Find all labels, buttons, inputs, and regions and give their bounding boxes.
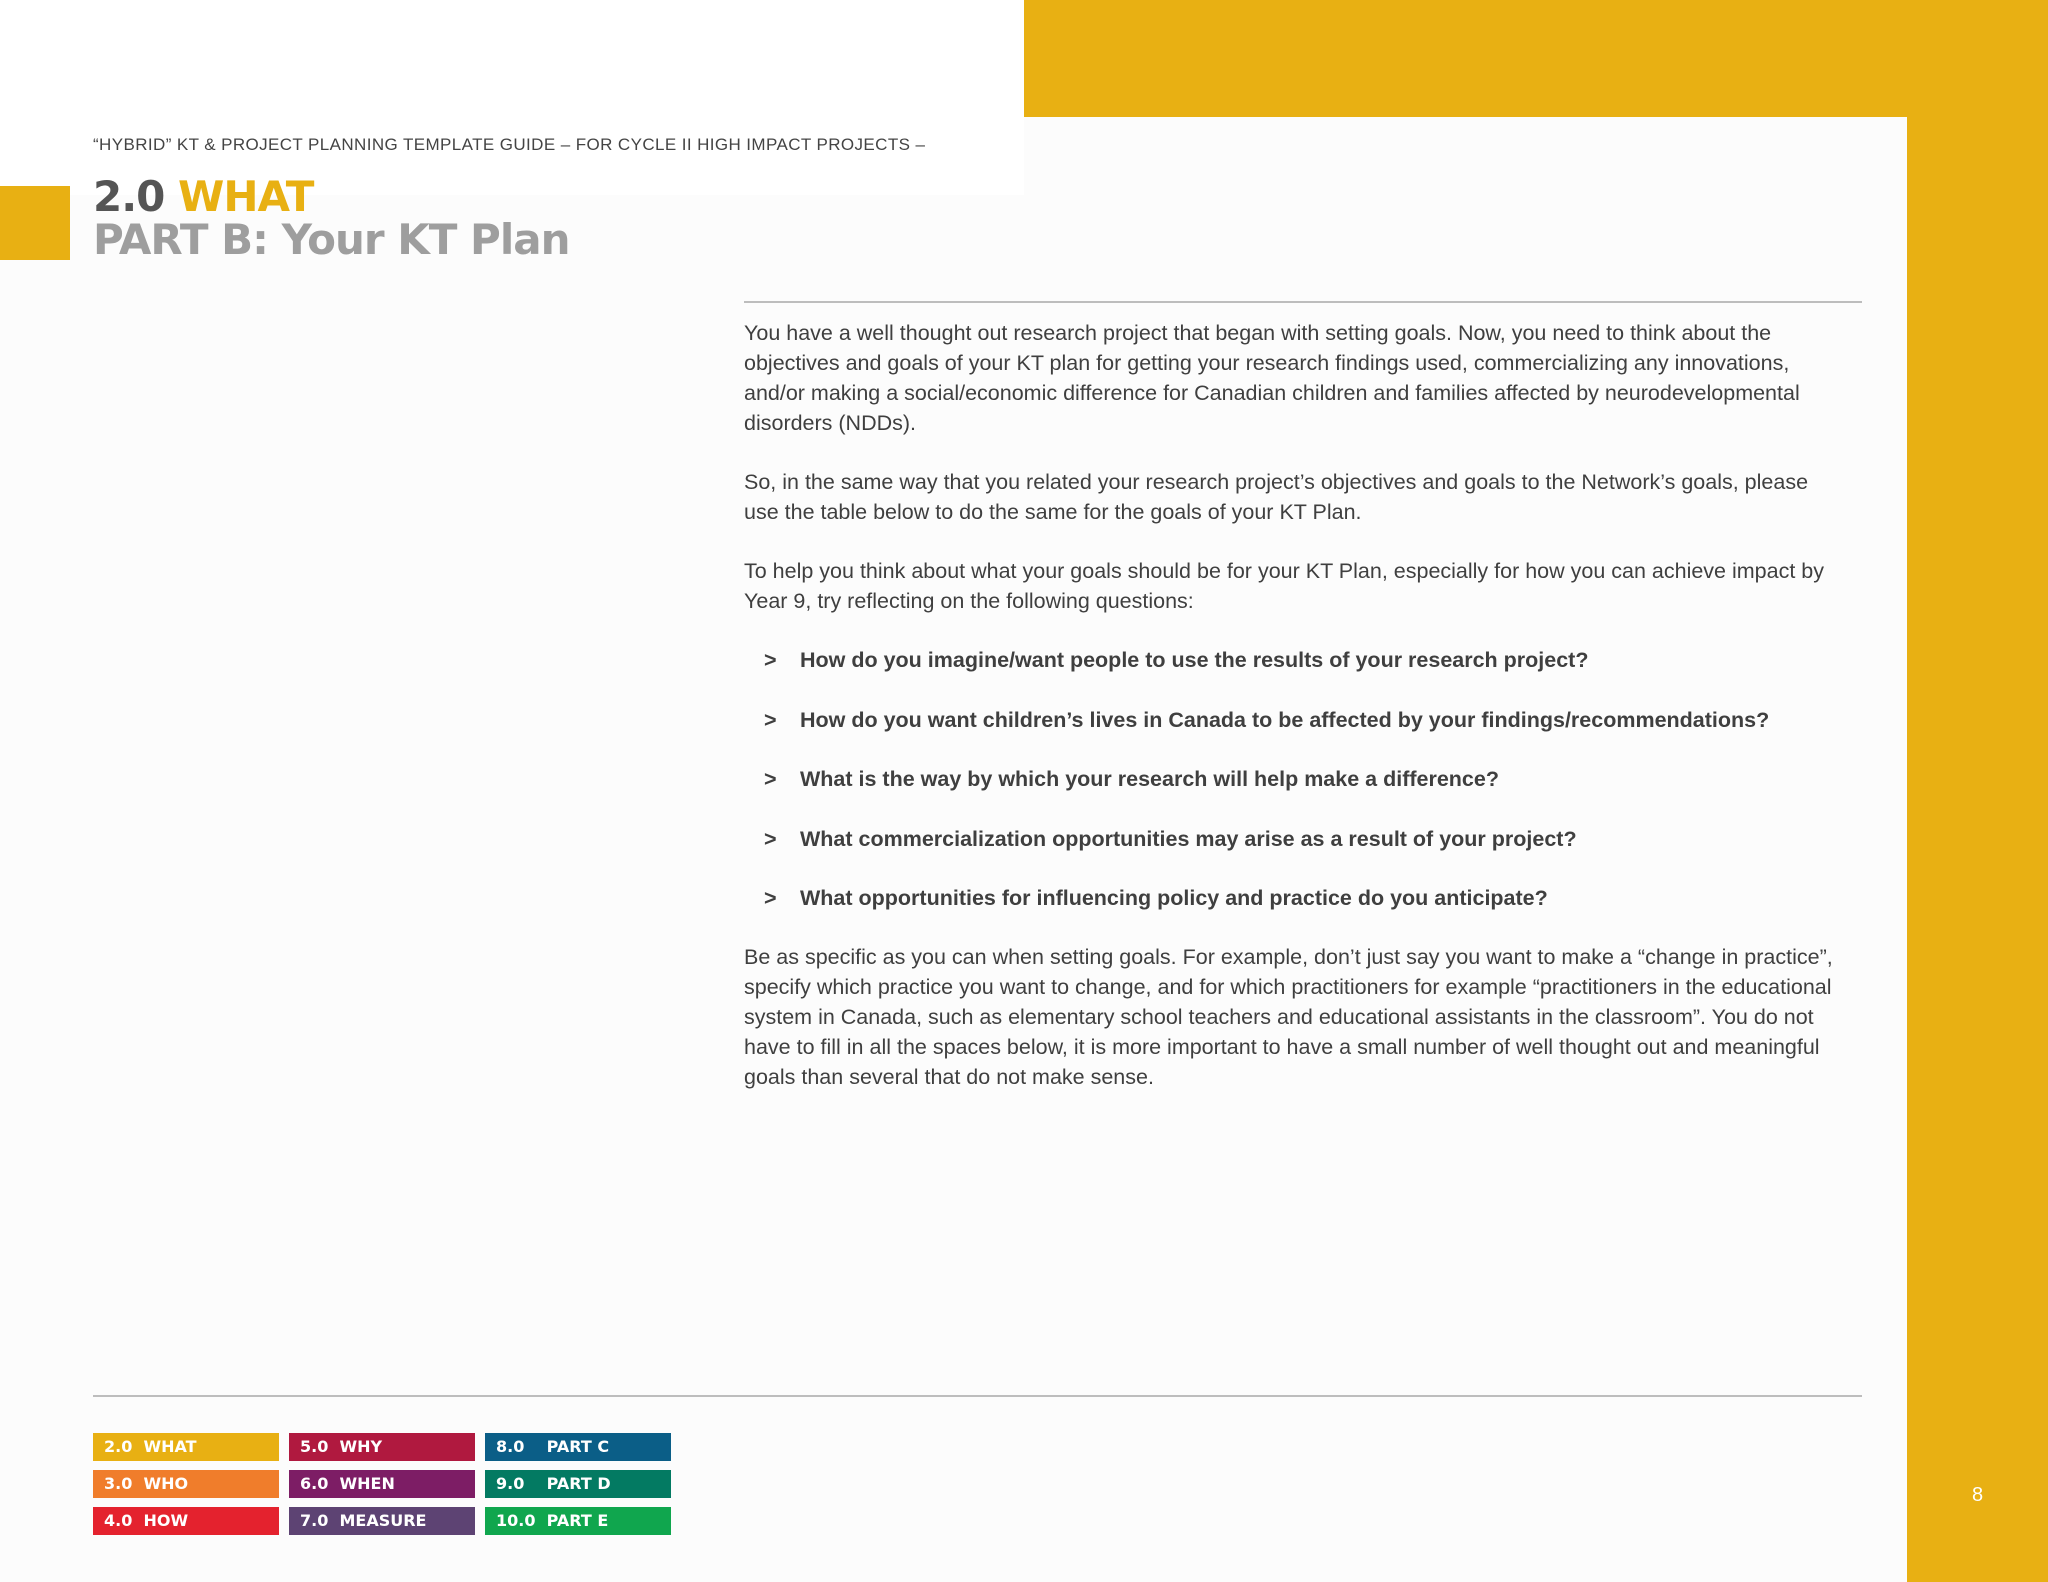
section-number: 2.0 bbox=[93, 172, 165, 221]
nav-how-button[interactable]: 4.0 HOW bbox=[93, 1507, 279, 1535]
question-text: What opportunities for influencing policy and practice do you anticipate? bbox=[800, 886, 1548, 910]
intro-paragraph: You have a well thought out research project that began with setting goals. Now, you need to think about the objectives and goals of your KT plan for getting your research findings used, commercializing any innovations, and/or making a social/economic difference for Canadian children and families affected by neurodevelopmental disorders (NDDs). bbox=[744, 321, 1800, 435]
nav-part-d-button[interactable]: 9.0 PART D bbox=[485, 1470, 671, 1498]
chevron-right-icon: > bbox=[764, 826, 777, 851]
running-header: “HYBRID” KT & PROJECT PLANNING TEMPLATE GUIDE – FOR CYCLE II HIGH IMPACT PROJECTS – bbox=[93, 135, 926, 154]
question-item bbox=[744, 645, 1844, 675]
question-item bbox=[744, 883, 1844, 913]
nav-part-e-button[interactable]: 10.0 PART E bbox=[485, 1507, 671, 1535]
question-item bbox=[744, 705, 1844, 735]
right-accent-band bbox=[1907, 117, 2048, 1582]
question-text: How do you imagine/want people to use the results of your research project? bbox=[800, 648, 1589, 672]
page-number: 8 bbox=[1971, 1484, 1984, 1506]
section-heading bbox=[93, 172, 569, 221]
top-accent-band bbox=[1024, 0, 2048, 117]
section-name: WHAT bbox=[178, 172, 314, 221]
section-marker-block bbox=[0, 186, 70, 260]
nav-when-button[interactable]: 6.0 WHEN bbox=[289, 1470, 475, 1498]
question-item bbox=[744, 824, 1844, 854]
closing-paragraph: Be as specific as you can when setting goals. For example, don’t just say you want to make a “change in practice”, specify which practice you want to change, and for which practitioners for example “practitioners in the educational system in Canada, such as elementary school teachers and educational assistants in the classroom”. You do not have to fill in all the spaces below, it is more important to have a small number of well thought out and meaningful goals than several that do not make sense. bbox=[744, 945, 1833, 1089]
body-content bbox=[744, 318, 1844, 1121]
section-navigation bbox=[93, 1433, 671, 1535]
chevron-right-icon: > bbox=[764, 886, 777, 910]
header-background bbox=[0, 0, 1024, 195]
page-title bbox=[93, 172, 570, 264]
top-divider bbox=[744, 301, 1862, 303]
reflection-questions bbox=[744, 645, 1844, 913]
table-instruction-paragraph: So, in the same way that you related your research project’s objectives and goals to the Network’s goals, please use the table below to do the same for the goals of your KT Plan. bbox=[744, 470, 1809, 524]
questions-intro-paragraph: To help you think about what your goals should be for your KT Plan, especially for how you can achieve impact by Year 9, try reflecting on the following questions: bbox=[744, 559, 1824, 613]
nav-measure-button[interactable]: 7.0 MEASURE bbox=[289, 1507, 475, 1535]
question-text: What commercialization opportunities may arise as a result of your project? bbox=[800, 826, 1577, 851]
nav-why-button[interactable]: 5.0 WHY bbox=[289, 1433, 475, 1461]
nav-what-button[interactable]: 2.0 WHAT bbox=[93, 1433, 279, 1461]
page-subtitle: PART B: Your KT Plan bbox=[93, 214, 570, 264]
chevron-right-icon: > bbox=[764, 767, 777, 791]
chevron-right-icon: > bbox=[764, 707, 777, 732]
chevron-right-icon: > bbox=[764, 648, 777, 672]
nav-who-button[interactable]: 3.0 WHO bbox=[93, 1470, 279, 1498]
question-text: What is the way by which your research will help make a difference? bbox=[800, 767, 1499, 791]
question-item bbox=[744, 764, 1844, 794]
question-text: How do you want children’s lives in Canada to be affected by your findings/recommendations? bbox=[800, 707, 1770, 732]
nav-part-c-button[interactable]: 8.0 PART C bbox=[485, 1433, 671, 1461]
bottom-divider bbox=[93, 1395, 1862, 1397]
